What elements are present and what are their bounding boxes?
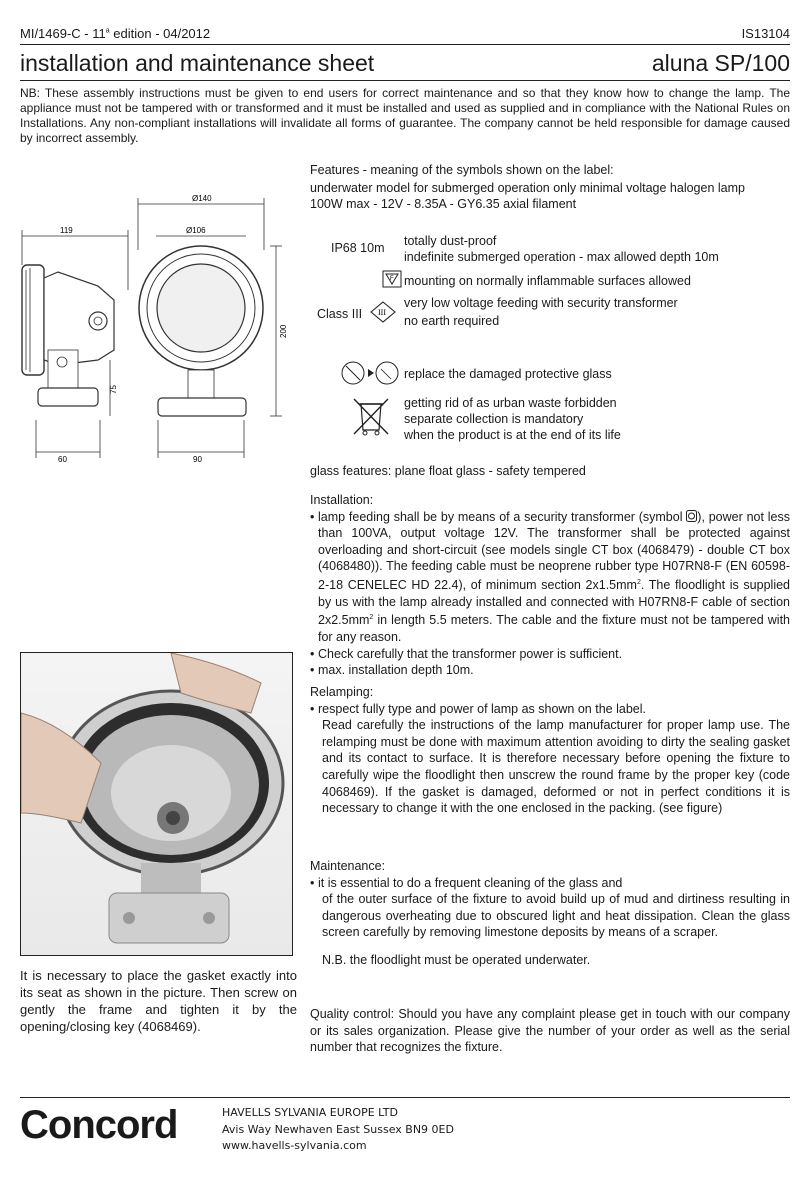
dim-w60: 60 <box>58 455 67 464</box>
waste-text-3: when the product is at the end of its life <box>404 428 621 442</box>
dim-w90: 90 <box>193 455 202 464</box>
svg-text:III: III <box>378 308 386 317</box>
dim-h200: 200 <box>279 324 288 338</box>
class-text-1: very low voltage feeding with security transformer <box>404 296 678 310</box>
waste-text-1: getting rid of as urban waste forbidden <box>404 396 617 410</box>
footer-address <box>222 1105 454 1155</box>
dim-d106: Ø106 <box>186 226 206 235</box>
svg-text:F: F <box>390 276 394 282</box>
dim-d140: Ø140 <box>192 194 212 203</box>
safety-transformer-icon <box>686 510 697 522</box>
glass-features: glass features: plane float glass - safety tempered <box>310 464 586 478</box>
features-line-2: 100W max - 12V - 8.35A - GY6.35 axial filament <box>310 197 577 211</box>
document-code: IS13104 <box>741 26 790 41</box>
flammable-text: mounting on normally inflammable surfaces allowed <box>404 274 691 288</box>
installation-section <box>310 492 790 679</box>
quality-control: Quality control: Should you have any complaint please get in touch with our company or its sales organization. Please give the number of your order as well as the serial number that recognizes the fixture. <box>310 1007 790 1055</box>
gasket-photo-illustration <box>21 653 292 955</box>
relamping-bullet-1: • respect fully type and power of lamp as shown on the label. <box>310 701 790 718</box>
ip-rating-label: IP68 10m <box>331 241 385 255</box>
page-title: installation and maintenance sheet <box>20 50 375 76</box>
installation-title: Installation: <box>310 493 374 507</box>
company-website[interactable]: www.havells-sylvania.com <box>222 1139 367 1152</box>
installation-bullet-2: • Check carefully that the transformer power is sufficient. <box>310 646 790 663</box>
gasket-photo <box>20 652 293 956</box>
dim-h75: 75 <box>109 385 118 394</box>
class-iii-icon <box>369 300 397 324</box>
header-rule <box>20 44 790 45</box>
nb-notice: NB: These assembly instructions must be given to end users for correct maintenance and so that they know how to change the lamp. The appliance must not be tampered with or transformed and it must be installed and used as supplied and in compliance with the National Rules on Installations. Any non-compliant installations will invalidate all forms of guarantee. The company cannot be held responsible for damage caused by incorrect assembly. <box>20 86 790 145</box>
installation-bullet-1: • lamp feeding shall be by means of a security transformer (symbol ), power not less than 100VA, output voltage 12V. The transformer shall be protected against overloading and short-circuit (see models single CT box (4068479) - double CT box (4068480)). The feeding cable must be neoprene rubber type H07RN8-F (EN 60598-2-18 CENELEC HD 22.4), of minimum section $2x1.5mm^2$. The floodlight is supplied by us with the lamp already installed and connected with H07RN8-F cable of section $2x2.5mm^2$ in length 5.5 meters. The cable and the fixture must not be tampered with for any reason. <box>310 509 790 646</box>
title-rule <box>20 80 790 81</box>
maintenance-body: of the outer surface of the fixture to avoid build up of mud and dirtiness resulting in dangerous overheating due to obscured light and heat dissipation. Clean the glass screen carefully by removing limestone deposits by means of a scraper. <box>322 892 790 940</box>
class-text-2: no earth required <box>404 314 500 328</box>
waste-bin-crossed-icon <box>351 396 391 438</box>
maintenance-title: Maintenance: <box>310 859 386 873</box>
edition-label: MI/1469-C - 11$^a$ edition - 04/2012 <box>20 26 211 41</box>
relamping-body: Read carefully the instructions of the lamp manufacturer for proper lamp use. The relamping must be done with maximum attention avoiding to dirty the sealing gasket and its contact to surface. It is therefore necessary before opening the fixture to carefully wipe the floodlight then unscrew the round frame by the proper key (code 4068469). If the gasket is damaged, deformed or not in perfect conditions it is necessary to change it with the one enclosed in the packing. (see figure) <box>322 718 790 816</box>
ip-text-1: totally dust-proof <box>404 234 497 248</box>
features-title: Features - meaning of the symbols shown on the label: <box>310 163 614 177</box>
concord-logo: Concord <box>20 1103 178 1147</box>
maintenance-bullet-1: • it is essential to do a frequent cleaning of the glass and <box>310 875 790 892</box>
installation-bullet-3: • max. installation depth 10m. <box>310 662 790 679</box>
relamping-title: Relamping: <box>310 685 374 699</box>
replace-glass-text: replace the damaged protective glass <box>404 367 612 381</box>
features-line-1: underwater model for submerged operation only minimal voltage halogen lamp <box>310 181 745 195</box>
maintenance-nb: N.B. the floodlight must be operated underwater. <box>322 952 591 967</box>
footer-rule <box>20 1097 790 1098</box>
dim-w119: 119 <box>60 226 73 235</box>
company-address: Avis Way Newhaven East Sussex BN9 0ED <box>222 1122 454 1136</box>
flammable-surface-icon <box>382 270 402 288</box>
technical-drawing <box>18 190 293 465</box>
class-label: Class III <box>317 307 363 321</box>
photo-caption: It is necessary to place the gasket exactly into its seat as shown in the picture. Then screw on gently the frame and tighten it by the opening/closing key (4068469). <box>20 968 297 1034</box>
company-name: HAVELLS SYLVANIA EUROPE LTD <box>222 1106 398 1119</box>
product-name: aluna SP/100 <box>651 50 790 76</box>
waste-text-2: separate collection is mandatory <box>404 412 584 426</box>
relamping-section <box>310 684 790 817</box>
replace-glass-icon <box>341 360 401 386</box>
maintenance-section <box>310 858 790 969</box>
ip-text-2: indefinite submerged operation - max allowed depth 10m <box>404 250 719 264</box>
